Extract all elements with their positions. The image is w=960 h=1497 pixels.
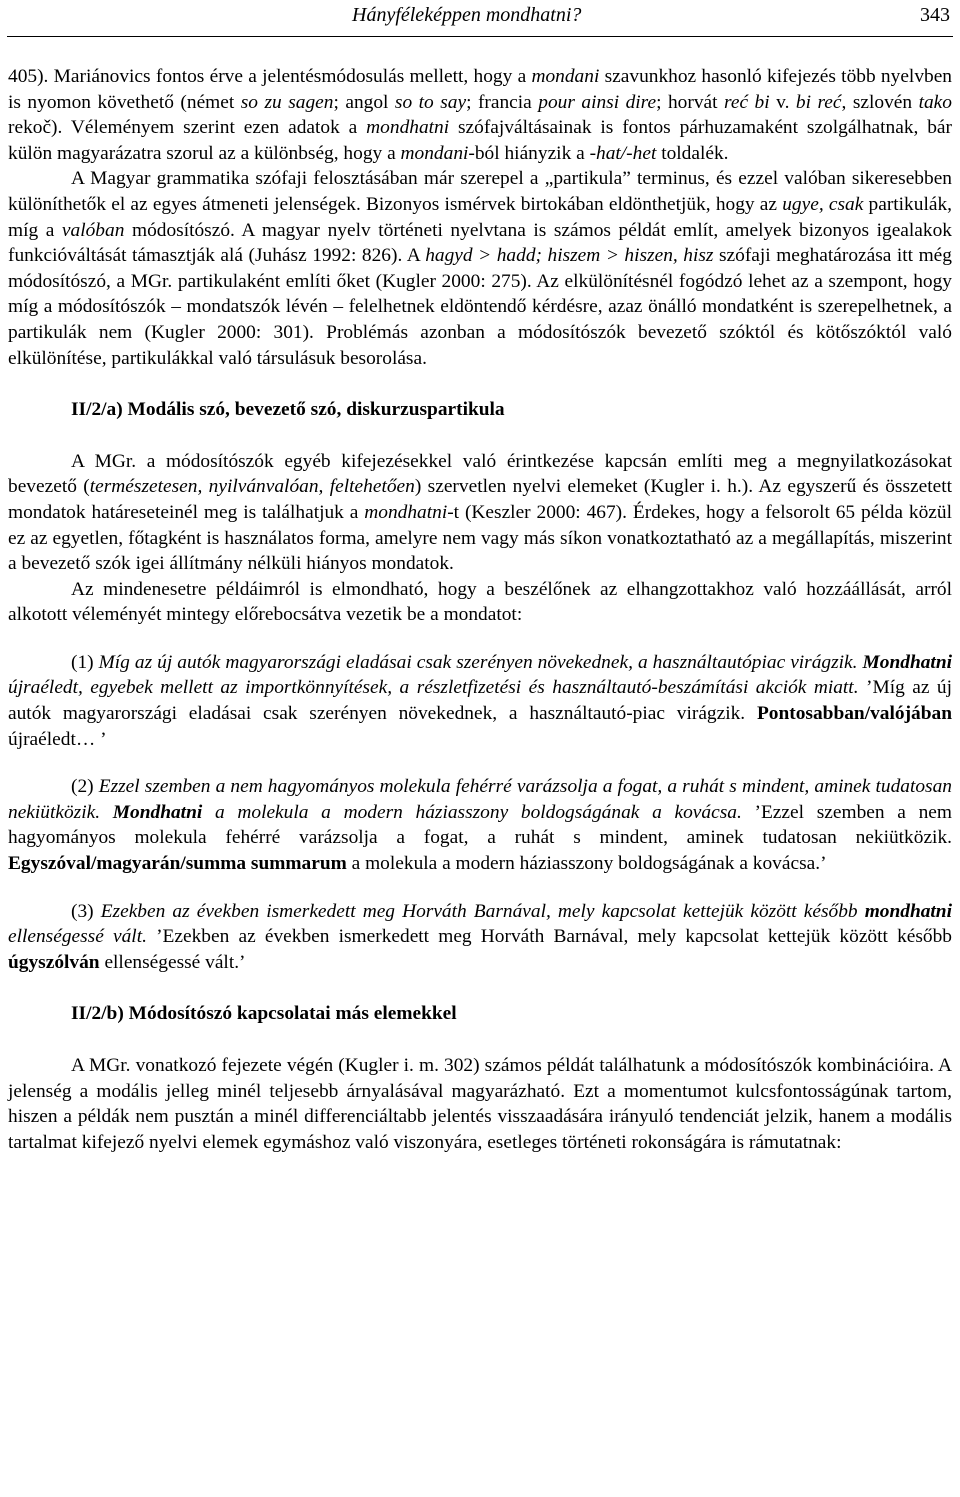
text-run: so to say (394, 91, 467, 113)
spacer (8, 628, 952, 650)
text-run: szófaji meghatározása itt még módosítószó, a MGr. partikulaként említi őket (Kugler 2000: 275). Az elkülönítésnél fogódzó lehet az a szempont, hogy míg a módosítószók – mondatszók lévén – felelhetnek eldöntendő kérdésre, azaz önálló mondatként is szerepelhetnek, a partikulák nem (Kugler 2000: 301). Problémás azonban a módosítószók bevezető szóktól és kötőszóktól való elkülönítése, partikulákkal való társulásuk besorolása. (8, 245, 952, 369)
text-run: ; angol (333, 91, 395, 113)
page-number: 343 (920, 4, 950, 26)
text-run: ’Ezzel szemben a nem hagyományos molekula fehérré varázsolja a fogat, a ruhát s mindent, aminek tudatosan nekiütközik. (8, 801, 952, 849)
text-run: ugye, csak (782, 193, 864, 215)
text-run: módosítószó. A magyar nyelv történeti nyelvtana is számos példát említ, amelyek bizonyos igealakok funkcióváltását támasztják alá (Juhász 1992: 826). A (8, 219, 952, 267)
text-run: (2) (71, 776, 99, 798)
text-run: tako (918, 91, 952, 113)
text-run: szófajváltásainak is fontos párhuzamaként szolgálhatnak, bár külön magyarázatra szorul az a különbség, hogy a (8, 117, 952, 164)
text-run: Mondhatni (112, 801, 203, 823)
spacer (8, 975, 952, 1001)
spacer (8, 423, 952, 449)
spacer (8, 752, 952, 774)
text-run: hagyd > hadd; hiszem > hiszen, hisz (425, 245, 714, 267)
text-run: rekoč). Véleményem szerint ezen adatok a (8, 117, 367, 139)
text-run: Egyszóval/magyarán/summa summarum (8, 853, 347, 875)
paragraph (8, 1053, 952, 1155)
text-run: A Magyar grammatika szófaji felosztásában már szerepel a „partikula” terminus, és ezzel valóban sikeresebben különíthetők el az egyes átmeneti jelenségek. Bizonyos ismérvek birtokában eldönthetjük, hogy az (8, 168, 952, 215)
text-run: újraéledt… ’ (8, 728, 107, 750)
example-1 (8, 650, 952, 752)
paragraph (8, 577, 952, 628)
text-run: ellenségessé vált.’ (99, 951, 246, 973)
section-heading (8, 397, 952, 423)
text-run: , szlovén (841, 91, 919, 113)
text-run: mondhatni (364, 501, 448, 523)
example-2 (8, 774, 952, 876)
text-run: mondhatni (864, 900, 952, 922)
page-body (8, 64, 952, 1155)
text-run: a molekula a modern háziasszony boldogságának a kovácsa. (202, 801, 742, 823)
paragraph-continued (8, 64, 952, 166)
text-run: ) szervetlen nyelvi elemeket (Kugler i. h.). Az egyszerű és összetett mondatok határeseteinél meg is találhatjuk a (8, 476, 952, 523)
text-run: pour ainsi dire (538, 91, 657, 113)
text-run: toldalék. (656, 142, 729, 164)
text-run: ’Míg az új autók magyarországi eladásai csak szerényen növekednek, a használtautó-piac virágzik. (8, 677, 952, 725)
spacer (8, 1027, 952, 1053)
text-run: Ezzel szemben a nem hagyományos molekula fehérré varázsolja a fogat, a ruhát s mindent, aminek tudatosan nekiütközik. (8, 776, 952, 823)
paragraph (8, 449, 952, 577)
text-run: Az mindenesetre példáimról is elmondható, hogy a beszélőnek az elhangzottakhoz való hozzáállását, arról alkotott véleményét mintegy előrebocsátva vezetik be a mondatot: (8, 578, 952, 626)
text-run: v. (769, 91, 796, 113)
text-run: ellenségessé vált. (8, 926, 147, 948)
text-run: a molekula a modern háziasszony boldogságának a kovácsa.’ (346, 853, 827, 875)
text-run: mondani (400, 142, 469, 164)
text-run: bi reć (795, 91, 842, 113)
text-run: ; horvát (656, 91, 725, 113)
text-run: Ezekben az években ismerkedett meg Horváth Barnával, mely kapcsolat kettejük között később (100, 900, 865, 922)
text-run: II/2/a) Modális szó, bevezető szó, diskurzuspartikula (71, 399, 505, 421)
text-run: (1) (71, 651, 99, 673)
text-run: Míg az új autók magyarországi eladásai csak szerényen növekednek, a használtautópiac virágzik. (98, 651, 863, 673)
text-run: mondani (531, 66, 600, 87)
text-run: úgyszólván (8, 951, 100, 973)
text-run: újraéledt, egyebek mellett az importkönnyítések, a részletfizetési és használtautó-beszámítási akciók miatt. (8, 677, 859, 699)
text-run: -ból hiányzik a (468, 142, 590, 164)
running-header (0, 2, 960, 28)
text-run: mondhatni (366, 117, 450, 139)
text-run: szavunkhoz hasonló kifejezés több nyelvben is nyomon követhető (német (8, 66, 953, 113)
text-run: valóban (61, 219, 125, 241)
text-run: ; francia (466, 91, 539, 113)
running-title: Hányféleképpen mondhatni? (352, 4, 582, 26)
text-run: természetesen, nyilvánvalóan, feltehetően (89, 476, 415, 498)
paragraph (8, 166, 952, 371)
text-run: Mondhatni (862, 651, 952, 673)
example-3 (8, 899, 952, 976)
text-run: partikulák, míg a (8, 193, 952, 241)
spacer (8, 371, 952, 397)
text-run: so zu sagen (240, 91, 334, 113)
spacer (8, 877, 952, 899)
text-run: reć bi (724, 91, 770, 113)
text-run: A MGr. vonatkozó fejezete végén (Kugler i. m. 302) számos példát találhatunk a módosítószók kombinációira. A jelenség a modális jelleg minél teljesebb árnyalásával magyarázható. Ezt a momentumot kulcsfontosságúnak tartom, hiszen a példák nem pusztán a minél differenciáltabb jelentés visszaadására irányuló tendenciát jelzik, hanem a modális tartalmat kifejező nyelvi elemek egymáshoz való viszonyára, esetleges történeti rokonságára is rámutatnak: (8, 1055, 952, 1153)
text-run: Pontosabban/valójában (756, 703, 952, 725)
text-run: 405). Mariánovics fontos érve a jelentésmódosulás mellett, hogy a (8, 66, 532, 87)
header-rule (7, 36, 953, 37)
text-run: -t (Keszler 2000: 467). Érdekes, hogy a felsorolt 65 példa közül ez az egyetlen, főtagként is használatos forma, amelyre nem vagy más síkon vonatkoztatható az a megállapítás, miszerint a bevezető szók igei állítmány nélküli hiányos mondatok. (8, 501, 952, 575)
text-run: A MGr. a módosítószók egyéb kifejezésekkel való érintkezése kapcsán említi meg a megnyilatkozásokat bevezető ( (8, 450, 952, 498)
text-run: (3) (71, 900, 101, 922)
text-run: II/2/b) Módosítószó kapcsolatai más elemekkel (71, 1003, 457, 1025)
text-run: ’Ezekben az években ismerkedett meg Horváth Barnával, mely kapcsolat kettejük között később (146, 926, 953, 948)
section-heading (8, 1001, 952, 1027)
text-run: -hat/-het (589, 142, 657, 164)
